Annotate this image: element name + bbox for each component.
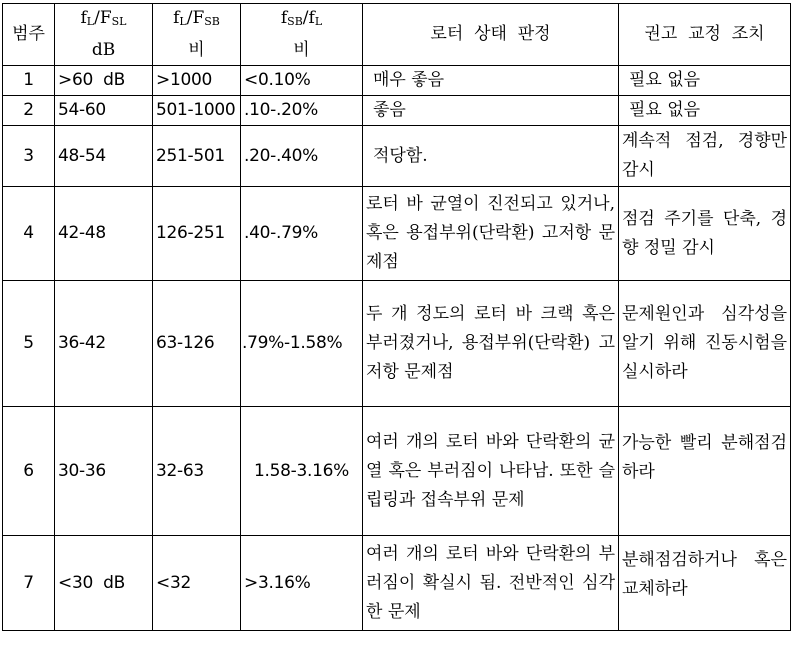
fsb-fl-cell: .10-.20% xyxy=(241,96,363,126)
fsb-fl-cell: >3.16% xyxy=(241,536,363,631)
action-cell: 문제원인과 심각성을 알기 위해 진동시험을 실시하라 xyxy=(619,281,791,407)
fl-fsb-cell: 126-251 xyxy=(153,187,241,281)
fl-fsb-cell: >1000 xyxy=(153,66,241,96)
fsb-fl-cell: .79%-1.58% xyxy=(241,281,363,407)
fl-fsb-cell: 63-126 xyxy=(153,281,241,407)
condition-cell: 좋음 xyxy=(363,96,619,126)
fl-fsl-cell: 54-60 xyxy=(55,96,153,126)
header-row xyxy=(3,4,791,66)
fsb-fl-cell: <0.10% xyxy=(241,66,363,96)
header-condition: 로터 상태 판정 xyxy=(363,4,619,66)
rotor-condition-table xyxy=(2,3,791,631)
fl-fsl-cell: 30-36 xyxy=(55,407,153,536)
table-row xyxy=(3,187,791,281)
category-cell: 1 xyxy=(3,66,55,96)
condition-cell: 여러 개의 로터 바와 단락환의 균열 혹은 부러짐이 나타남. 또한 슬립링과 접속부위 문제 xyxy=(363,407,619,536)
fl-fsb-cell: <32 xyxy=(153,536,241,631)
header-category: 범주 xyxy=(3,4,55,66)
action-cell: 필요 없음 xyxy=(619,96,791,126)
fsb-fl-cell: .40-.79% xyxy=(241,187,363,281)
table-row xyxy=(3,407,791,536)
category-cell: 2 xyxy=(3,96,55,126)
category-cell: 3 xyxy=(3,126,55,187)
category-cell: 5 xyxy=(3,281,55,407)
header-fl-fsb: fL/FSB 비 xyxy=(153,4,241,66)
condition-cell: 적당함. xyxy=(363,126,619,187)
fsb-fl-cell: .20-.40% xyxy=(241,126,363,187)
header-fsb-fl: fSB/fL 비 xyxy=(241,4,363,66)
fl-fsb-cell: 501-1000 xyxy=(153,96,241,126)
action-cell: 필요 없음 xyxy=(619,66,791,96)
table-row xyxy=(3,66,791,96)
fl-fsl-cell: <30 dB xyxy=(55,536,153,631)
header-action: 권고 교정 조치 xyxy=(619,4,791,66)
table-row xyxy=(3,281,791,407)
condition-cell: 여러 개의 로터 바와 단락환의 부러짐이 확실시 됨. 전반적인 심각한 문제 xyxy=(363,536,619,631)
table-row xyxy=(3,96,791,126)
header-fl-fsl: fL/FSL dB xyxy=(55,4,153,66)
fl-fsl-cell: >60 dB xyxy=(55,66,153,96)
fl-fsb-cell: 32-63 xyxy=(153,407,241,536)
condition-cell: 로터 바 균열이 진전되고 있거나, 혹은 용접부위(단락환) 고저항 문제점 xyxy=(363,187,619,281)
table-row xyxy=(3,536,791,631)
fsb-fl-cell: 1.58-3.16% xyxy=(241,407,363,536)
action-cell: 계속적 점검, 경향만 감시 xyxy=(619,126,791,187)
table-row xyxy=(3,126,791,187)
category-cell: 4 xyxy=(3,187,55,281)
fl-fsl-cell: 36-42 xyxy=(55,281,153,407)
action-cell: 분해점검하거나 혹은 교체하라 xyxy=(619,536,791,631)
condition-cell: 두 개 정도의 로터 바 크랙 혹은 부러졌거나, 용접부위(단락환) 고저항 문제점 xyxy=(363,281,619,407)
fl-fsl-cell: 42-48 xyxy=(55,187,153,281)
fl-fsb-cell: 251-501 xyxy=(153,126,241,187)
category-cell: 6 xyxy=(3,407,55,536)
action-cell: 가능한 빨리 분해점검하라 xyxy=(619,407,791,536)
fl-fsl-cell: 48-54 xyxy=(55,126,153,187)
category-cell: 7 xyxy=(3,536,55,631)
condition-cell: 매우 좋음 xyxy=(363,66,619,96)
action-cell: 점검 주기를 단축, 경향 정밀 감시 xyxy=(619,187,791,281)
